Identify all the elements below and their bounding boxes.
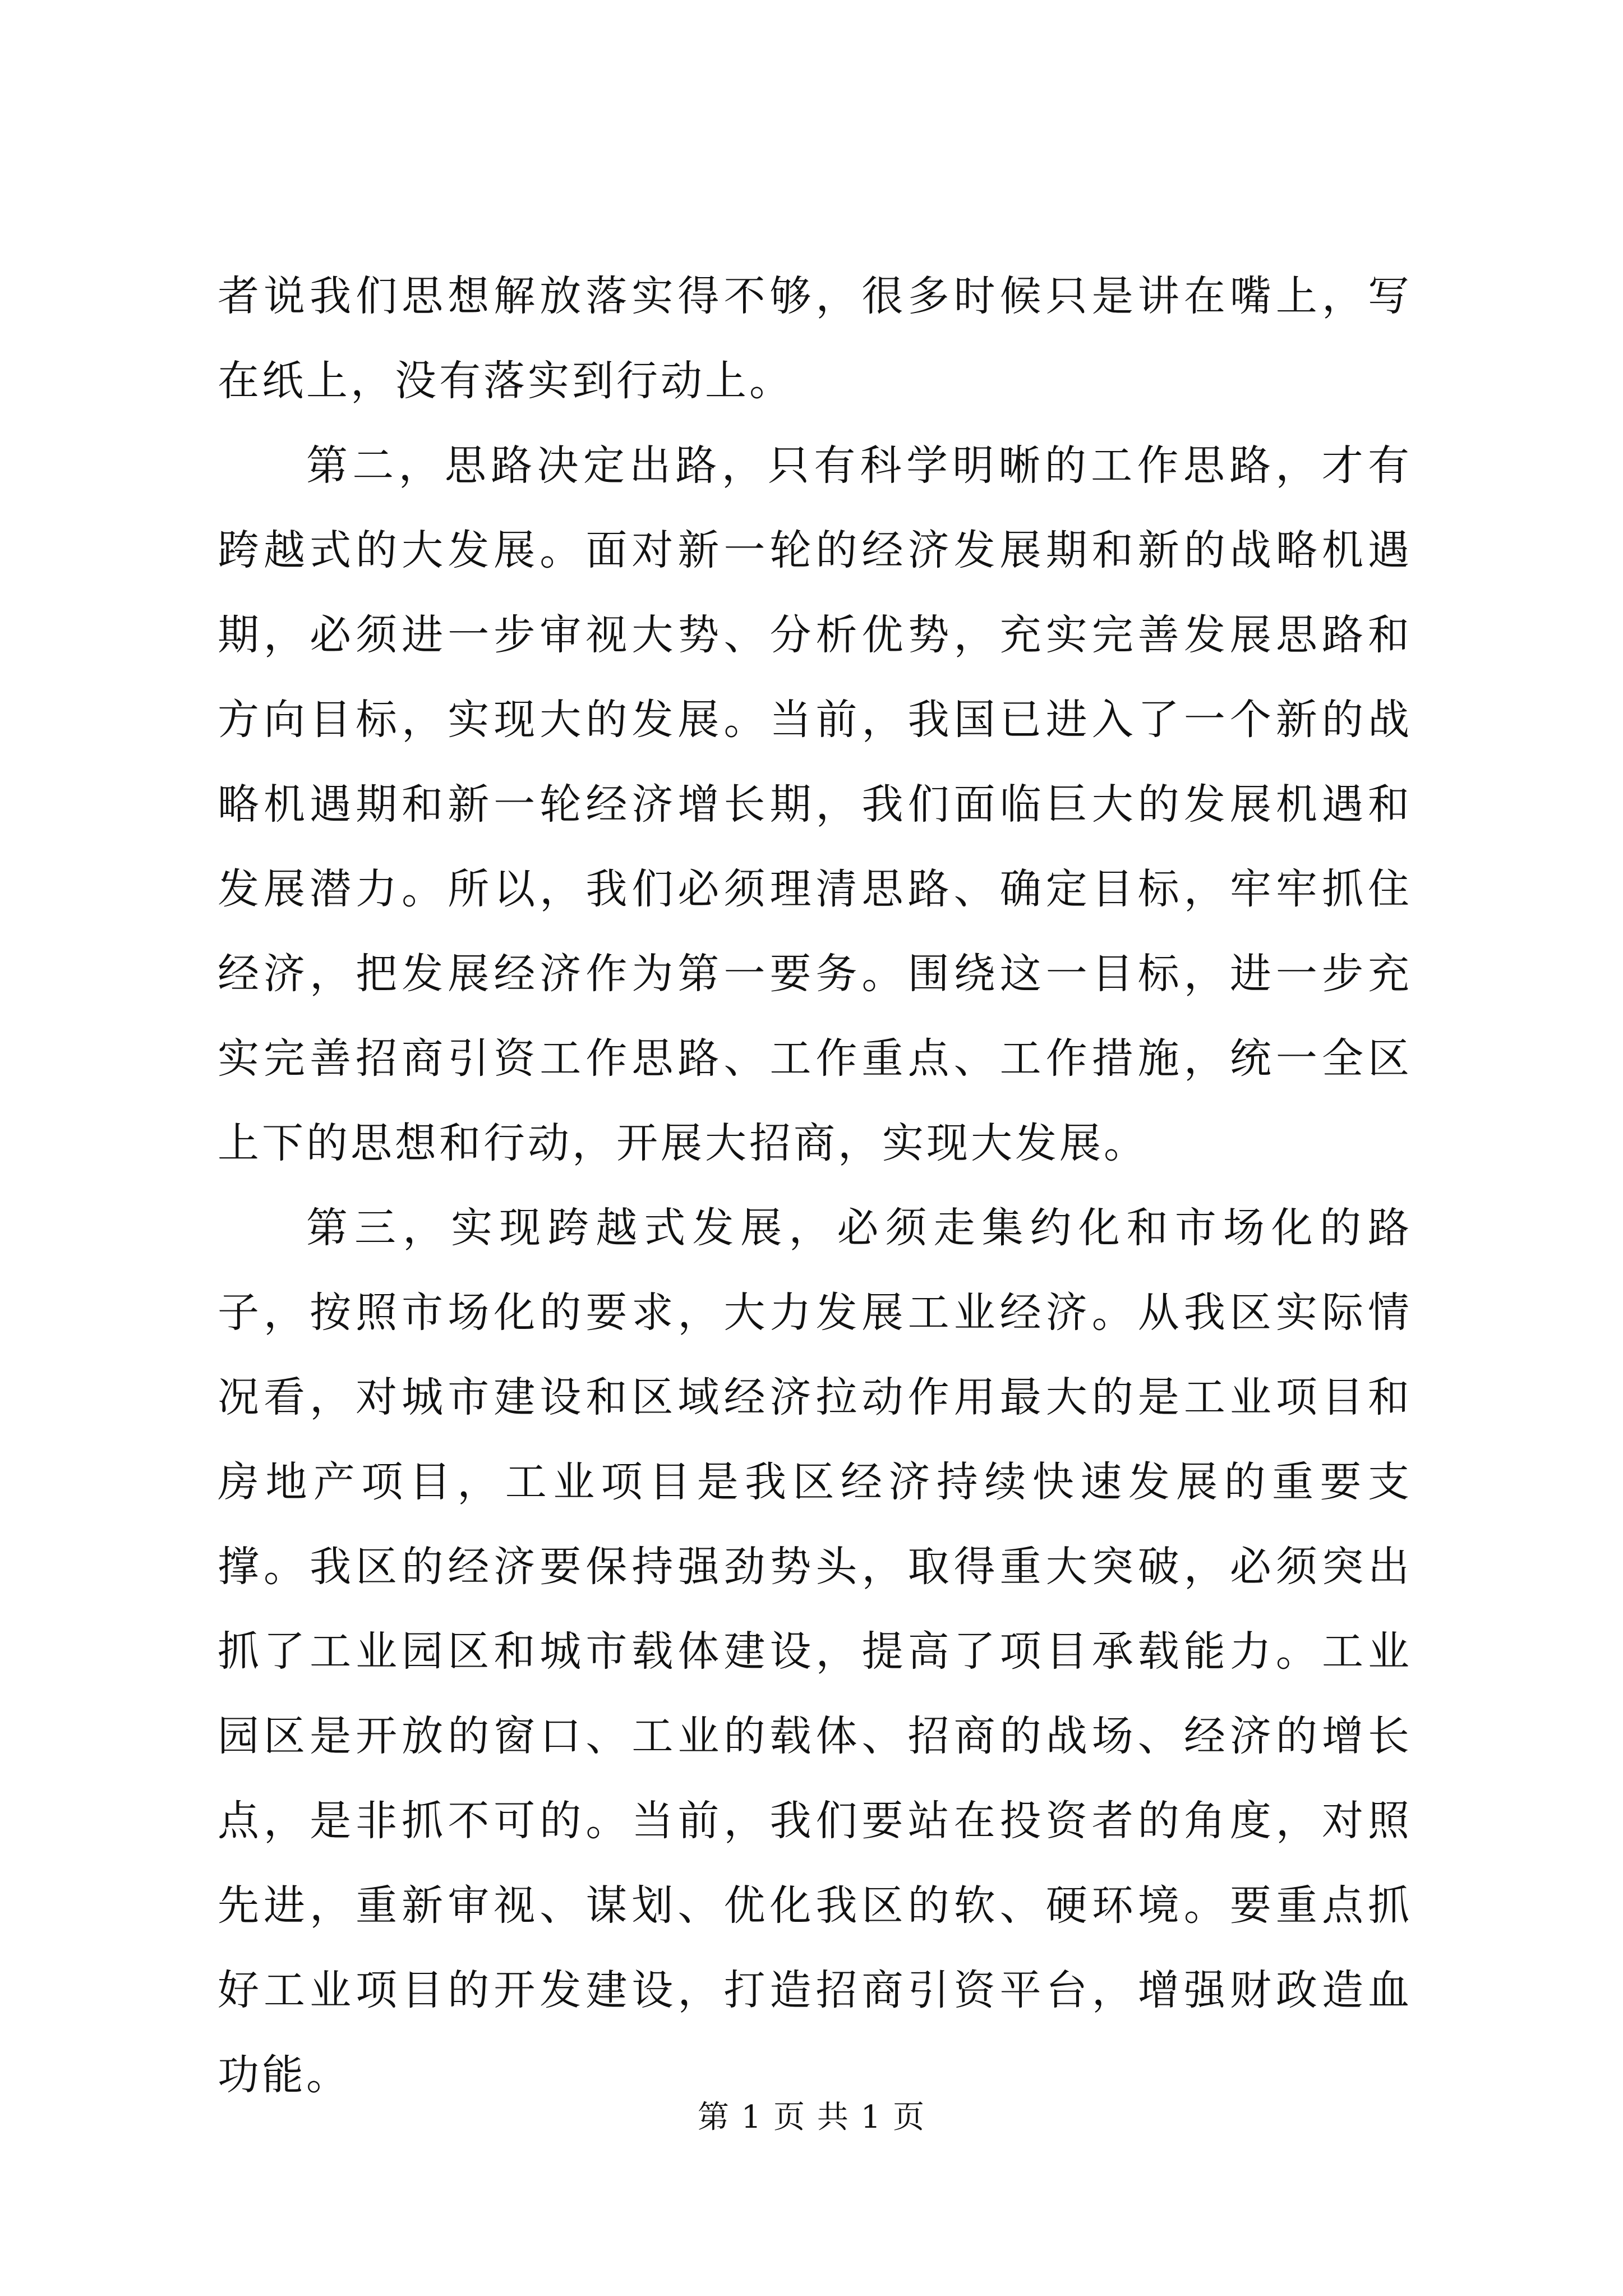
paragraph-third-point: 第三，实现跨越式发展，必须走集约化和市场化的路子，按照市场化的要求，大力发展工业经济。从我区实际情况看，对城市建设和区域经济拉动作用最大的是工业项目和房地产项目，工业项目是我区经济持续快速发展的重要支撑。我区的经济要保持强劲势头，取得重大突破，必须突出抓了工业园区和城市载体建设，提高了项目承载能力。工业园区是开放的窗口、工业的载体、招商的战场、经济的增长点，是非抓不可的。当前，我们要站在投资者的角度，对照先进，重新审视、谋划、优化我区的软、硬环境。要重点抓好工业项目的开发建设，打造招商引资平台，增强财政造血功能。 [218, 1204, 1412, 2099]
page-number-footer: 第 1 页 共 1 页 [697, 2099, 926, 2136]
paragraph-continuation: 者说我们思想解放落实得不够，很多时候只是讲在嘴上，写在纸上，没有落实到行动上。 [218, 272, 1412, 405]
document-body [218, 254, 1412, 2118]
paragraph-second-point: 第二，思路决定出路，只有科学明晰的工作思路，才有跨越式的大发展。面对新一轮的经济发展期和新的战略机遇期，必须进一步审视大势、分析优势，充实完善发展思路和方向目标，实现大的发展。当前，我国已进入了一个新的战略机遇期和新一轮经济增长期，我们面临巨大的发展机遇和发展潜力。所以，我们必须理清思路、确定目标，牢牢抓住经济，把发展经济作为第一要务。围绕这一目标，进一步充实完善招商引资工作思路、工作重点、工作措施，统一全区上下的思想和行动，开展大招商，实现大发展。 [218, 441, 1412, 1167]
